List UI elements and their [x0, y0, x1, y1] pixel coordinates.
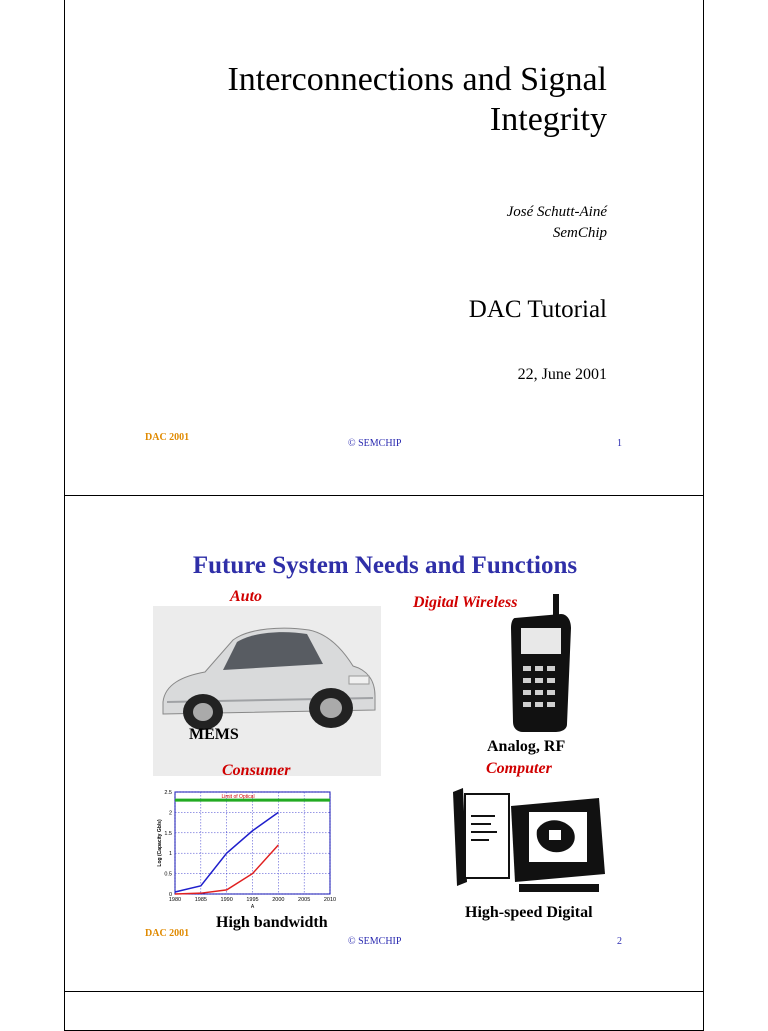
title-line-2: Integrity: [489, 101, 607, 138]
footer-copyright: © SEMCHIP: [348, 936, 402, 947]
footer-conference: DAC 2001: [145, 928, 190, 939]
slide-3: [64, 991, 704, 1031]
slide-title: Future System Needs and Functions: [192, 552, 578, 579]
chart-y-tick-label: 1: [168, 851, 172, 858]
label-auto: Auto: [230, 588, 263, 605]
slide-subtitle: DAC Tutorial: [468, 296, 607, 323]
chart-ylabel: Log (Capacity Gb/s): [157, 819, 163, 867]
computer-image: [449, 786, 609, 894]
label-digital-wireless: Digital Wireless: [413, 594, 518, 611]
author-affiliation: SemChip: [552, 225, 607, 241]
car-image: [153, 606, 381, 776]
label-high-bandwidth: High bandwidth: [216, 914, 328, 931]
title-line-1: Interconnections and Signal: [227, 61, 607, 98]
chart-annotation: Limit of Optical: [221, 794, 255, 801]
chart-y-tick-label: 1.5: [164, 830, 172, 837]
chart-x-tick-label: 2000: [272, 897, 285, 903]
footer-page-number: 1: [617, 438, 622, 449]
author-block: [507, 202, 607, 244]
label-computer: Computer: [486, 760, 552, 777]
label-analog-rf: Analog, RF: [487, 738, 566, 755]
phone-image: [505, 594, 577, 734]
chart-xlabel: A: [250, 904, 255, 910]
chart-y-tick-label: 2.5: [164, 790, 172, 796]
author-name: José Schutt-Ainé: [506, 204, 607, 220]
label-high-speed-digital: High-speed Digital: [465, 904, 593, 921]
chart-x-tick-label: 1985: [194, 897, 207, 903]
capacity-chart: [155, 784, 365, 914]
chart-grid: [175, 792, 330, 894]
slide-title: [127, 60, 607, 140]
chart-y-tick-label: 0.5: [164, 871, 172, 878]
label-consumer: Consumer: [222, 762, 291, 779]
chart-y-tick-label: 2: [168, 810, 172, 817]
chart-x-tick-label: 1995: [246, 897, 259, 903]
footer-conference: DAC 2001: [145, 432, 190, 443]
slide-1: [64, 0, 704, 496]
chart-x-tick-label: 1980: [168, 897, 182, 903]
chart-x-tick-label: 2010: [323, 897, 337, 903]
footer-copyright: © SEMCHIP: [348, 438, 402, 449]
label-mems: MEMS: [189, 726, 239, 743]
chart-x-tick-label: 1990: [220, 897, 233, 903]
chart-y-tick-label: 0: [168, 892, 172, 898]
chart-x-tick-label: 2005: [298, 897, 311, 903]
slide-2: [64, 495, 704, 992]
footer-page-number: 2: [617, 936, 622, 947]
slide-date: 22, June 2001: [517, 366, 607, 383]
